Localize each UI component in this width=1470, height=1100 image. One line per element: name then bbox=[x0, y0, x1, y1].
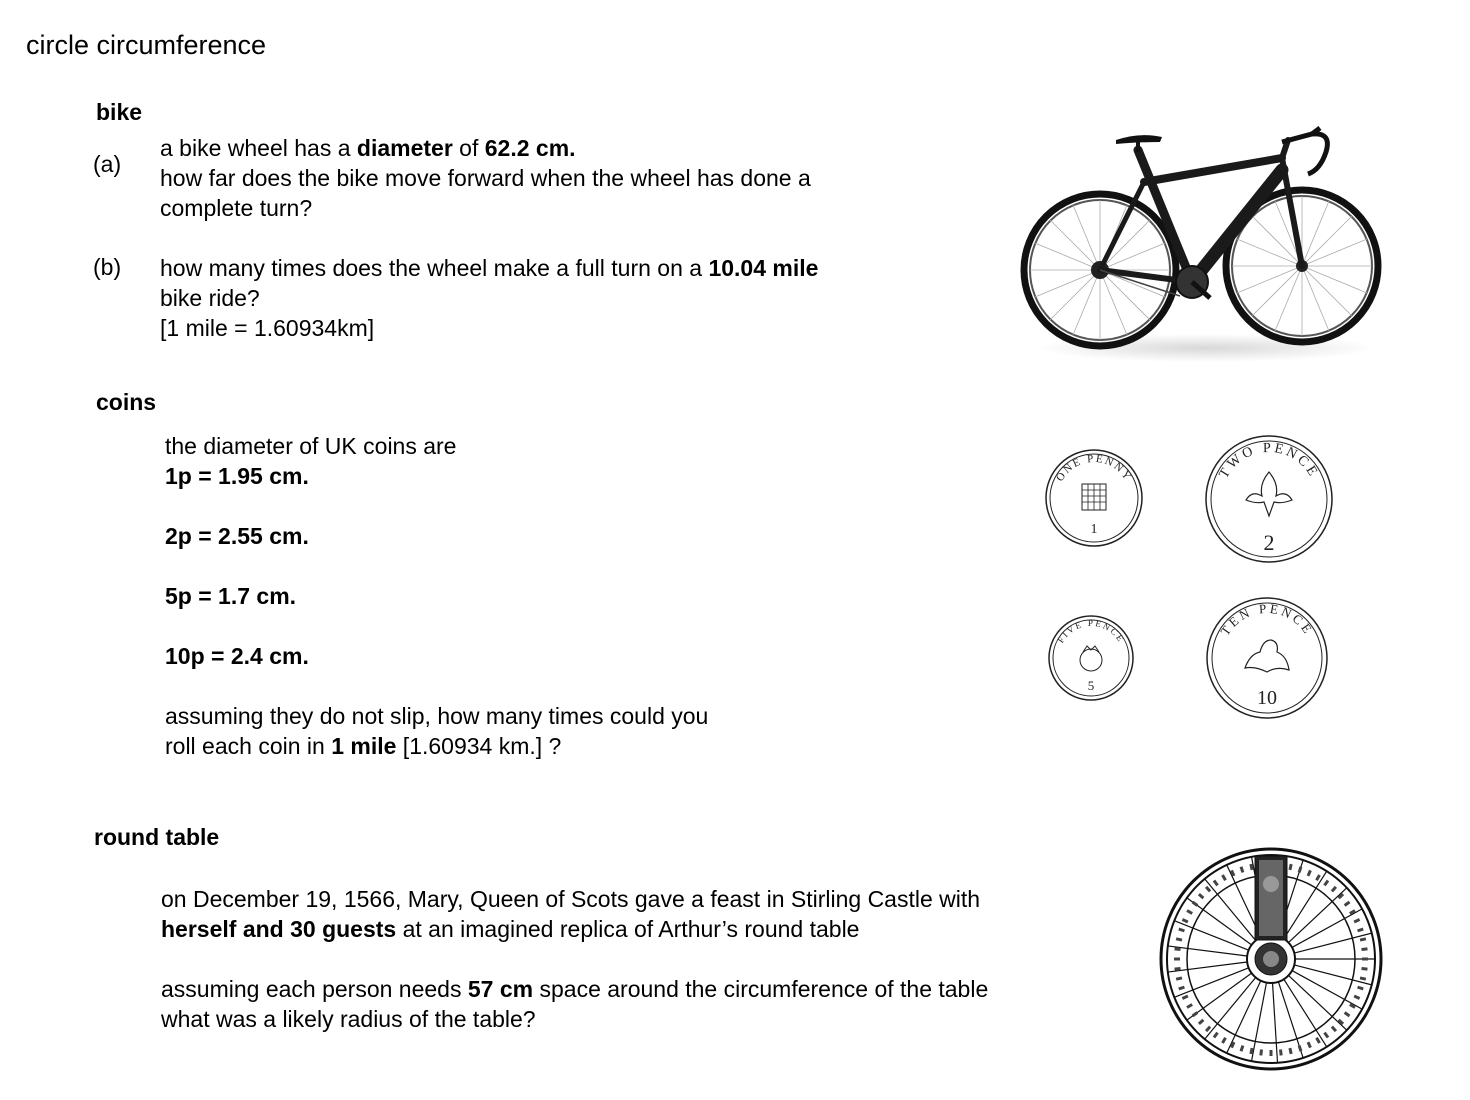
coin-item-2p: 2p = 2.55 cm. bbox=[165, 523, 309, 549]
five-pence-coin-icon bbox=[1047, 614, 1135, 702]
two-pence-coin-icon bbox=[1204, 434, 1334, 564]
bike-heading: bike bbox=[96, 99, 143, 125]
svg-text:10: 10 bbox=[1257, 687, 1277, 709]
coins-question: the diameter of UK coins are 1p = 1.95 cm. 2p = 2.55 cm. 5p = 1.7 cm. 10p = 2.4 cm. assuming they do not slip, how many times could you roll each coin in 1 mile [1.60934 km.] ? bbox=[165, 431, 865, 761]
table-lettering-mark bbox=[1174, 947, 1180, 951]
part-b-label: (b) bbox=[93, 254, 122, 280]
coins-intro: the diameter of UK coins are bbox=[165, 433, 457, 459]
svg-text:TEN PENCE: TEN PENCE bbox=[1217, 600, 1317, 639]
svg-text:1: 1 bbox=[1090, 522, 1098, 537]
table-lettering-mark bbox=[1174, 958, 1180, 961]
road-bicycle-icon bbox=[1020, 120, 1390, 365]
svg-text:ONE PENNY: ONE PENNY bbox=[1053, 452, 1135, 484]
coin-item-5p: 5p = 1.7 cm. bbox=[165, 583, 297, 609]
one-penny-coin-icon bbox=[1044, 448, 1144, 548]
svg-text:5: 5 bbox=[1087, 678, 1095, 693]
table-lettering-mark bbox=[1174, 967, 1180, 971]
table-lettering-mark bbox=[1361, 947, 1367, 951]
coin-item-10p: 10p = 2.4 cm. bbox=[165, 643, 309, 669]
svg-text:2: 2 bbox=[1263, 530, 1275, 555]
part-a-label: (a) bbox=[93, 151, 122, 177]
ten-pence-coin-icon bbox=[1205, 596, 1329, 720]
coins-heading: coins bbox=[96, 389, 157, 415]
svg-text:FIVE PENCE: FIVE PENCE bbox=[1055, 617, 1127, 645]
part-b-question: how many times does the wheel make a full turn on a 10.04 mile bike ride? [1 mile = 1.60934km] bbox=[160, 255, 819, 341]
round-table-question: on December 19, 1566, Mary, Queen of Scots gave a feast in Stirling Castle with herself and 30 guests at an imagined replica of Arthur’s round table assuming each person needs 57 cm space around the circumference of the table what was a likely radius of the table? bbox=[161, 886, 989, 1032]
table-lettering-mark bbox=[1259, 1049, 1263, 1055]
table-lettering-mark bbox=[1361, 967, 1367, 971]
part-a-question: a bike wheel has a diameter of 62.2 cm. how far does the bike move forward when the wheel has done a complete turn? bbox=[160, 135, 811, 221]
table-lettering-mark bbox=[1270, 1050, 1273, 1056]
round-table-heading: round table bbox=[94, 824, 220, 850]
round-table-icon bbox=[1158, 846, 1384, 1072]
table-lettering-mark bbox=[1362, 958, 1368, 961]
page-title: circle circumference bbox=[26, 30, 267, 60]
coin-item-1p: 1p = 1.95 cm. bbox=[165, 463, 309, 489]
svg-text:TWO PENCE: TWO PENCE bbox=[1216, 440, 1322, 482]
table-lettering-mark bbox=[1279, 1049, 1283, 1055]
